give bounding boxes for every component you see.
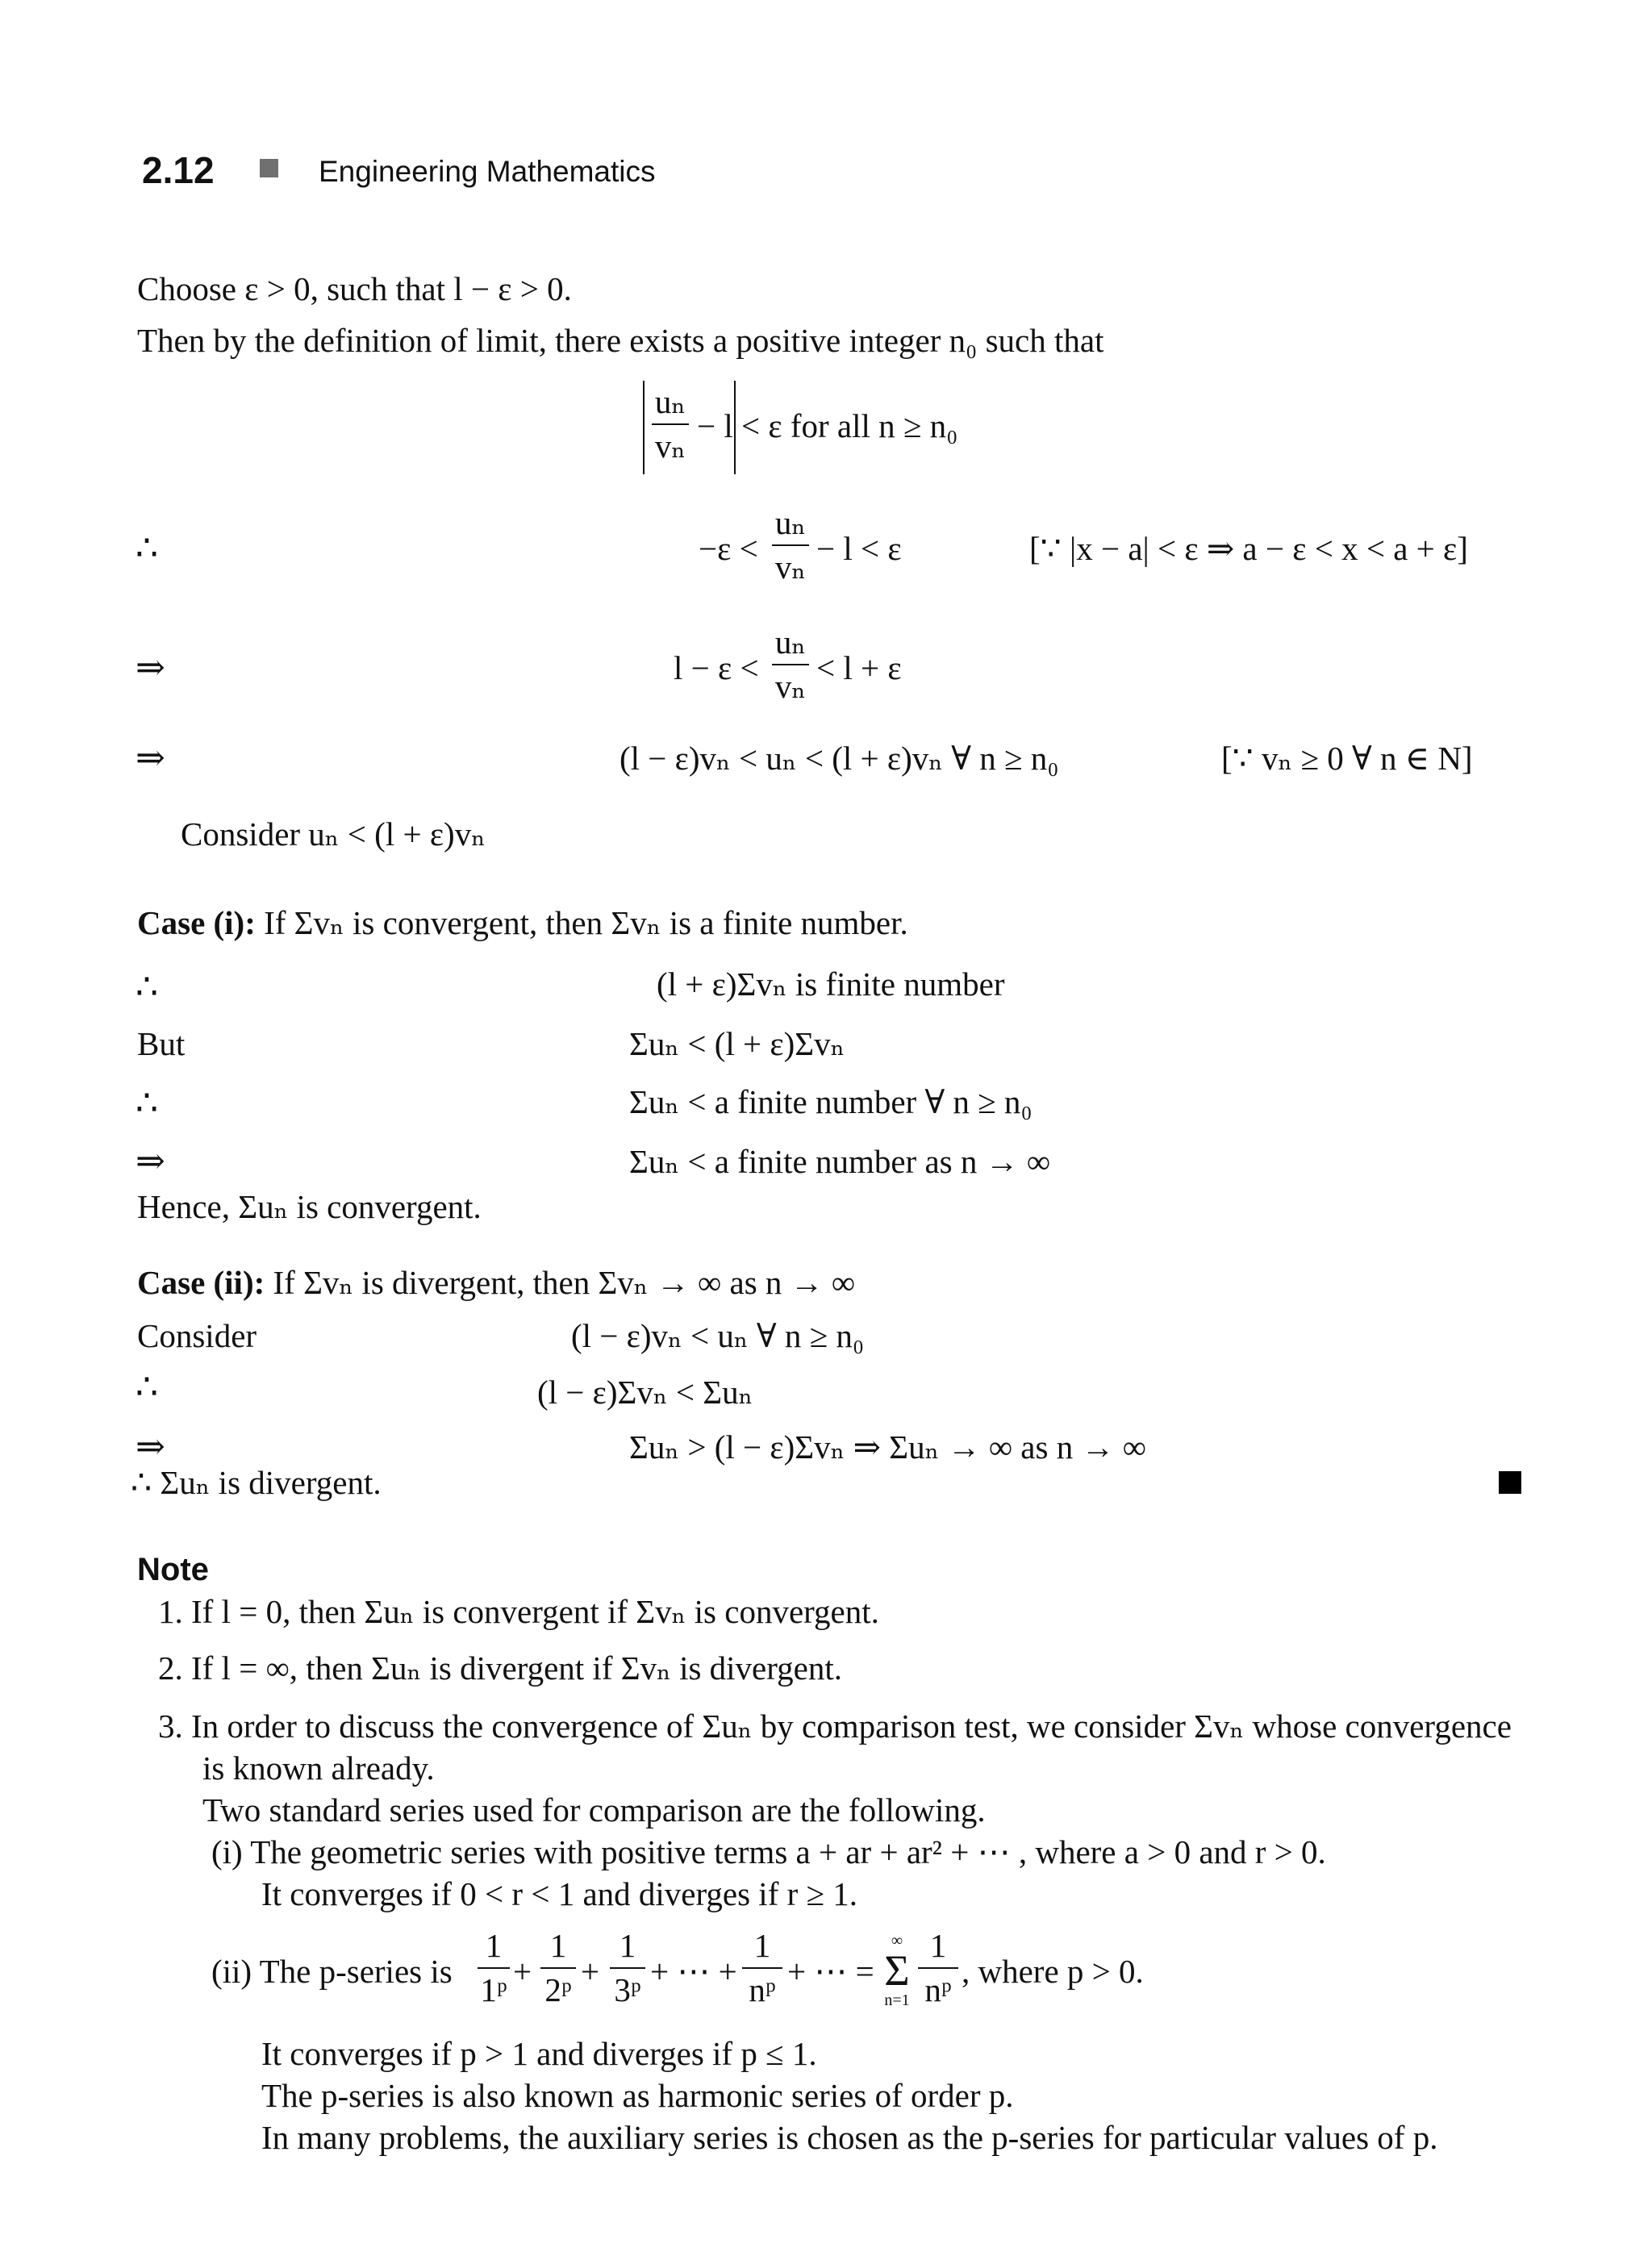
fraction-denominator: vₙ [654,427,686,465]
case-1-heading [137,904,908,941]
case-1-line-1: (l + ε)Σvₙ is finite number [657,965,1005,1003]
case-1-line-3: Σuₙ < a finite number ∀ n ≥ n₀ [629,1083,1032,1120]
implies-symbol: ⇒ [136,648,165,687]
case-1-conclusion: Hence, Σuₙ is convergent. [137,1188,482,1225]
consider-line: Consider uₙ < (l + ε)vₙ [181,815,486,853]
therefore-symbol: ∴ [136,1083,158,1123]
geometric-series-line-1: (i) The geometric series with positive terms a + ar + ar² + ⋯ , where a > 0 and r > 0. [211,1833,1326,1870]
fraction-bar [772,664,809,665]
case-2-line-1: (l − ε)vₙ < uₙ ∀ n ≥ n₀ [571,1317,865,1354]
p-series-term-n [742,1929,782,2007]
case-2-line-2: (l − ε)Σvₙ < Σuₙ [537,1374,753,1411]
summation-lower-limit: n=1 [884,1991,910,2009]
case-1-heading-text: If Σvₙ is convergent, then Σvₙ is a finite number. [255,904,908,941]
abs-expression-right: − l < ε for all n ≥ n₀ [697,407,958,444]
header-square-icon [260,159,278,177]
note-heading: Note [137,1552,209,1587]
term-denominator: nᵖ [924,1971,952,2008]
therefore-symbol: ∴ [136,967,158,1007]
inequality-2-fraction [772,623,809,705]
note-item-2: 2. If l = ∞, then Σuₙ is divergent if Σvₙ is divergent. [158,1649,843,1687]
inequality-1-reason: [∵ |x − a| < ε ⇒ a − ε < x < a + ε] [1029,530,1468,567]
inequality-1-fraction [772,504,809,586]
fraction-numerator: uₙ [774,623,807,661]
geometric-series-line-2: It converges if 0 < r < 1 and diverges if r ≥ 1. [261,1875,858,1912]
case-1-label: Case (i): [137,904,256,941]
case-2-heading [137,1266,855,1299]
term-numerator: 1 [753,1927,771,1964]
plus-sign: + [513,1953,532,1990]
implies-symbol: ⇒ [136,738,165,778]
proof-line-2: Then by the definition of limit, there exists a positive integer n₀ such that [137,322,1104,359]
inequality-2-right: < l + ε [816,649,902,686]
term-bar [540,1967,576,1969]
implies-symbol: ⇒ [136,1427,165,1466]
inequality-3: (l − ε)vₙ < uₙ < (l + ε)vₙ ∀ n ≥ n₀ [620,740,1059,777]
term-denominator: 3ᵖ [614,1971,641,2008]
proof-line-1: Choose ε > 0, such that l − ε > 0. [137,270,572,307]
term-denominator: 1ᵖ [480,1971,507,2008]
note-item-1: 1. If l = 0, then Σuₙ is convergent if Σvₙ is convergent. [158,1593,879,1630]
abs-bar-left [643,381,645,474]
term-bar [742,1967,782,1969]
note-item-3-line-1: 3. In order to discuss the convergence of Σuₙ by comparison test, we consider Σvₙ whose convergence [158,1708,1512,1745]
term-denominator: 2ᵖ [544,1971,572,2008]
term-denominator: nᵖ [749,1971,776,2008]
p-series-term-3 [610,1929,645,2007]
running-header-title: Engineering Mathematics [319,155,656,188]
inequality-3-reason: [∵ vₙ ≥ 0 ∀ n ∈ N] [1221,740,1473,777]
p-series-term-2 [540,1929,576,2007]
note-item-3-line-3: Two standard series used for comparison are the following. [202,1791,986,1829]
case-1-line-4: Σuₙ < a finite number as n → ∞ [629,1143,1051,1180]
case-2-conclusion: ∴ Σuₙ is divergent. [131,1464,382,1501]
fraction-numerator: uₙ [654,383,686,420]
p-series-line-3: The p-series is also known as harmonic series of order p. [261,2077,1014,2114]
p-series-line-4: In many problems, the auxiliary series is chosen as the p-series for particular values of p. [261,2119,1438,2156]
term-bar [610,1967,645,1969]
term-numerator: 1 [485,1927,503,1964]
case-2-line-3: Σuₙ > (l − ε)Σvₙ ⇒ Σuₙ → ∞ as n → ∞ [629,1428,1146,1466]
p-series-general-term [918,1929,958,2007]
case-1-line-2: Σuₙ < (l + ε)Σvₙ [629,1025,845,1062]
term-bar [918,1967,958,1969]
fraction-bar [772,544,809,546]
implies-symbol: ⇒ [136,1141,165,1181]
fraction-denominator: vₙ [774,668,807,705]
fraction-numerator: uₙ [774,504,807,541]
therefore-symbol: ∴ [136,528,158,568]
abs-fraction [652,383,689,465]
inequality-1-right: − l < ε [816,530,902,567]
p-series-summation [881,1933,913,2008]
plus-sign: + [581,1953,600,1990]
term-bar [478,1967,510,1969]
fraction-bar [652,423,689,425]
summation-upper-limit: ∞ [891,1932,903,1950]
term-numerator: 1 [549,1927,567,1964]
therefore-symbol: ∴ [136,1367,158,1407]
end-of-proof-square-icon [1499,1471,1521,1494]
p-series-line-2: It converges if p > 1 and diverges if p ≤ 1. [261,2035,817,2072]
case-2-consider-label: Consider [137,1317,257,1354]
page-number: 2.12 [142,149,215,191]
p-series-tail: + ⋯ = [787,1953,874,1990]
case-2-heading-text: If Σvₙ is divergent, then Σvₙ → ∞ as n → ∞ [265,1264,856,1301]
p-series-label: (ii) The p-series is [211,1953,453,1990]
p-series-term-1 [478,1929,510,2007]
inequality-2-left: l − ε < [674,649,759,686]
term-numerator: 1 [619,1927,636,1964]
p-series-where: , where p > 0. [962,1953,1144,1990]
inequality-1-left: −ε < [699,530,758,567]
summation-sigma: Σ [884,1946,910,1995]
case-1-but-label: But [137,1025,186,1062]
note-item-3-line-2: is known already. [202,1749,435,1787]
term-numerator: 1 [929,1927,947,1964]
case-2-label: Case (ii): [137,1264,265,1301]
p-series-ellipsis: + ⋯ + [650,1953,737,1990]
fraction-denominator: vₙ [774,548,807,586]
